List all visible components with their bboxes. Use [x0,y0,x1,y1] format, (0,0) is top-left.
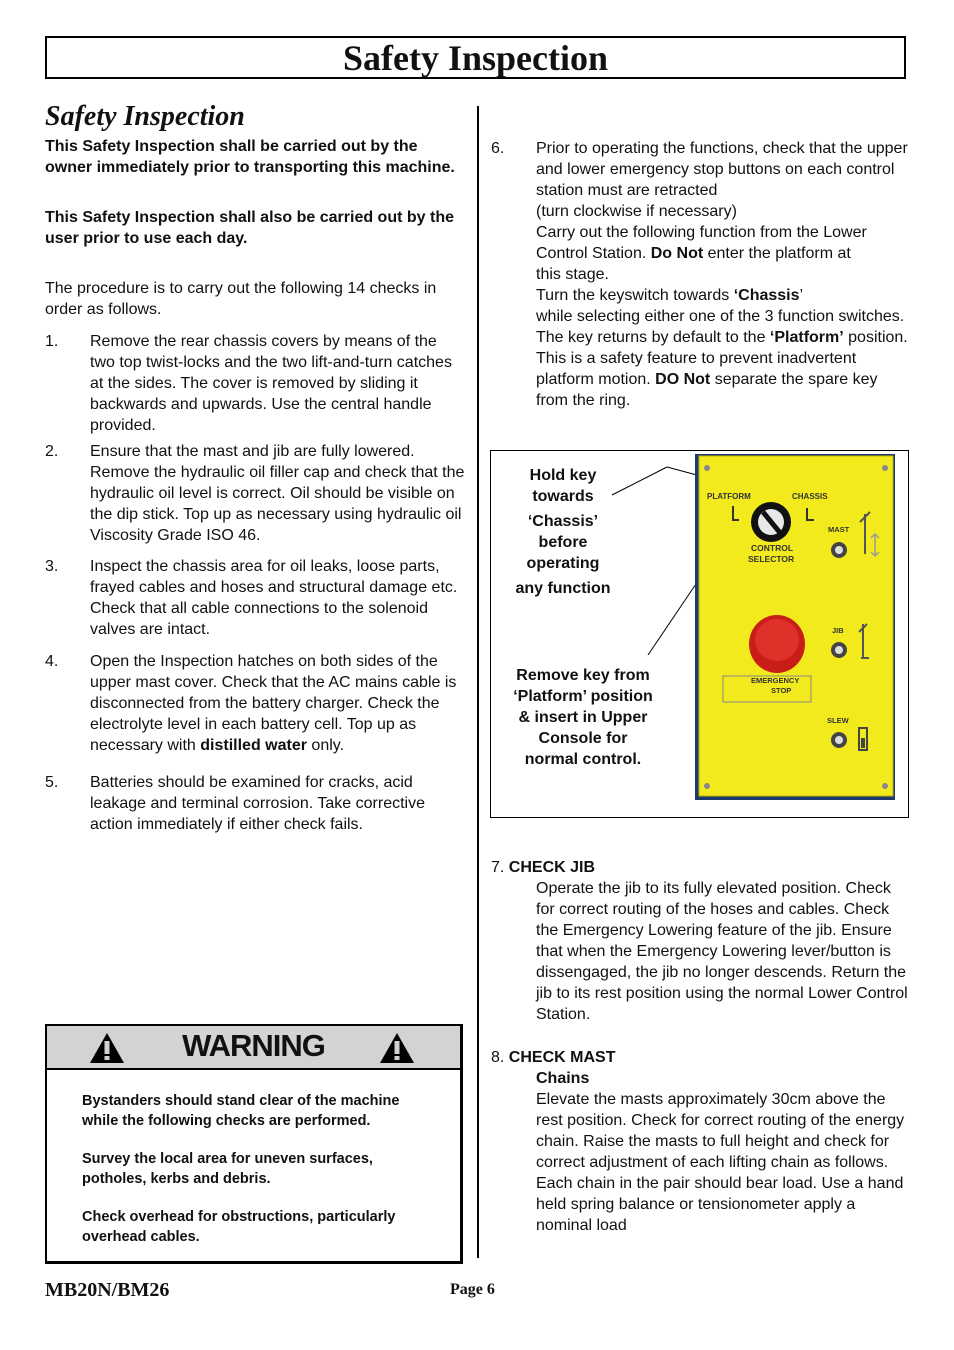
panel-label-control: CONTROL [751,543,794,553]
item-text: Batteries should be examined for cracks, acid leakage and terminal corrosion. Take corrective action immediately if either check fails. [90,774,425,833]
section-title: Safety Inspection [45,101,245,132]
item-number: 2. [45,443,59,460]
warning-line: Bystanders should stand clear of the machine while the following checks are performed. [82,1093,400,1129]
item-subheading: Chains [536,1070,590,1087]
panel-label-slew: SLEW [827,716,849,725]
panel-label-emergency: EMERGENCY [751,676,800,685]
item-number: 7. [491,859,509,876]
warning-line: Check overhead for obstructions, particularly overhead cables. [82,1209,396,1245]
control-panel-icon [695,454,895,800]
item-number: 3. [45,558,59,575]
check-item-7 [491,857,911,1025]
item-number: 1. [45,333,59,350]
item-number: 6. [491,140,505,157]
warning-title: WARNING [182,1028,325,1063]
callout-remove-key: Remove key from ‘Platform’ position & insert in Upper Console for normal control. [513,667,653,768]
panel-label-stop: STOP [771,686,792,695]
item-text: Open the Inspection hatches on both sides of the upper mast cover. Check that the AC mains cable is disconnected from the battery charger. Check the electrolyte level in each battery cell. Top up as necessary with distilled water only. [90,653,457,754]
intro-owner: This Safety Inspection shall be carried out by the owner immediately prior to transporting this machine. [45,138,455,176]
item-number: 8. [491,1049,509,1066]
panel-label-platform: PLATFORM [707,492,751,501]
intro-user: This Safety Inspection shall also be carried out by the user prior to use each day. [45,209,454,247]
procedure-text: The procedure is to carry out the following 14 checks in order as follows. [45,280,437,318]
item-heading: CHECK MAST [508,1049,616,1066]
callout-hold-key: Hold key towards ‘Chassis’ before operating any function [515,467,611,597]
item-text: Ensure that the mast and jib are fully lowered. Remove the hydraulic oil filler cap and check that the hydraulic oil level is correct. Oil should be visible on the dip stick. Top up as necessary using hydraulic oil Viscosity Grade ISO 46. [90,443,465,544]
footer-model: MB20N/BM26 [45,1279,170,1301]
panel-label-selector: SELECTOR [748,554,795,564]
page-title: Safety Inspection [342,37,608,78]
item-text: Remove the rear chassis covers by means of the two top twist-locks and the two lift-and-turn catches at the sides. The cover is removed by sliding it backwards and upwards. Use the central handle provided. [90,333,452,434]
panel-label-jib: JIB [832,626,844,635]
footer-page-number: Page 6 [450,1281,495,1298]
control-panel-photo [695,454,895,800]
panel-label-mast: MAST [828,525,850,534]
item-text: Prior to operating the functions, check that the upper and lower emergency stop buttons on each control station must are retracted (turn clockwise if necessary) Carry out the following function from the Lower Control Station. Do Not enter the platform at this stage. Turn the keyswitch towards ‘Chassis’ while selecting either one of the 3 function switches. The key returns by default to the ‘Platform’ position. This is a safety feature to prevent inadvertent platform motion. DO Not separate the spare key from the ring. [536,140,908,409]
item-text: Elevate the masts approximately 30cm above the rest position. Check for correct routing of the energy chain. Raise the masts to full height and check for correct adjustment of each lifting chain as follows. Each chain in the pair should bear load. Use a hand held spring balance or tensionometer apply a nominal load [536,1091,905,1234]
item-heading: CHECK JIB [508,859,596,876]
item-text: Operate the jib to its fully elevated position. Check for correct routing of the hoses and cables. Check the Emergency Lowering feature of the jib. Ensure that when the Emergency Lowering lever/button is dissengaged, the jib no longer descends. Return the jib to its rest position using the normal Lower Control Station. [536,880,908,1023]
item-number: 5. [45,774,59,791]
item-number: 4. [45,653,59,670]
warning-line: Survey the local area for uneven surfaces, potholes, kerbs and debris. [82,1151,373,1187]
check-item-8 [491,1047,911,1236]
panel-label-chassis: CHASSIS [792,492,828,501]
item-text: Inspect the chassis area for oil leaks, loose parts, frayed cables and hoses and structural damage etc. Check that all cable connections to the solenoid valves are intact. [90,558,458,638]
